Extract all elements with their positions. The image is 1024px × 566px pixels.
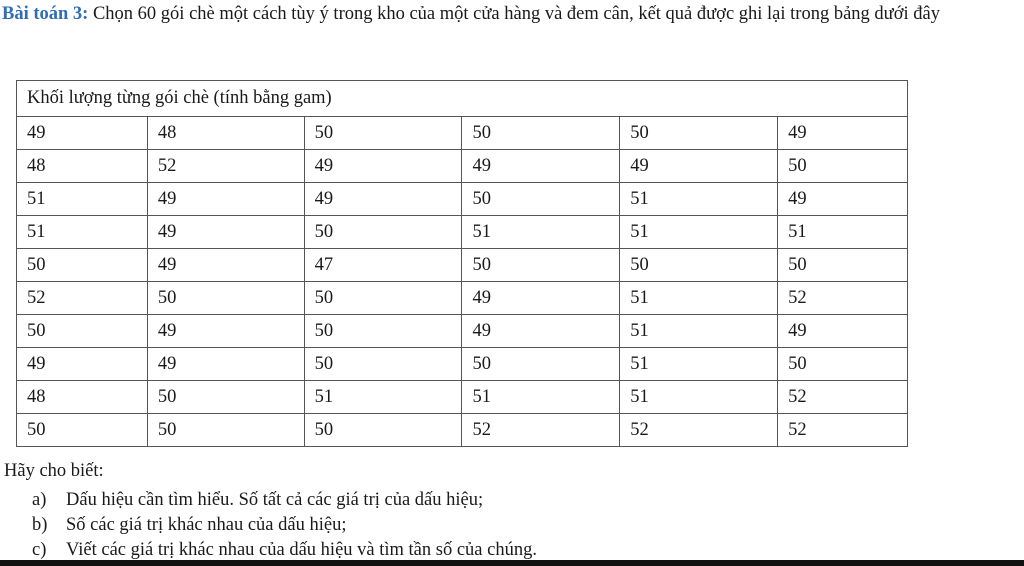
table-cell: 52 (778, 282, 908, 315)
table-cell: 50 (147, 282, 304, 315)
table-cell: 50 (304, 348, 462, 381)
table-cell: 51 (620, 216, 778, 249)
table-header-row (17, 81, 908, 117)
table-cell: 50 (17, 249, 148, 282)
table-cell: 49 (778, 183, 908, 216)
question-marker: c) (32, 540, 47, 560)
table-cell: 51 (620, 282, 778, 315)
question-list (32, 488, 537, 563)
question-text: Số các giá trị khác nhau của dấu hiệu; (66, 515, 347, 535)
table-row (17, 414, 908, 447)
table-cell: 50 (778, 249, 908, 282)
table-header: Khối lượng từng gói chè (tính bằng gam) (17, 81, 908, 117)
table-cell: 51 (620, 381, 778, 414)
table-cell: 48 (147, 117, 304, 150)
table-cell: 49 (778, 315, 908, 348)
table-cell: 50 (17, 414, 148, 447)
table-cell: 49 (147, 315, 304, 348)
table-cell: 50 (778, 348, 908, 381)
table-row (17, 249, 908, 282)
table-cell: 50 (304, 117, 462, 150)
table-cell: 48 (17, 150, 148, 183)
table-cell: 49 (304, 150, 462, 183)
question-text: Dấu hiệu cần tìm hiểu. Số tất cả các giá trị của dấu hiệu; (66, 490, 484, 510)
table-row (17, 117, 908, 150)
problem-text: Chọn 60 gói chè một cách tùy ý trong kho của một cửa hàng và đem cân, kết quả được ghi lại trong bảng dưới đây (88, 4, 940, 24)
table-cell: 52 (17, 282, 148, 315)
table-cell: 50 (17, 315, 148, 348)
table-cell: 52 (620, 414, 778, 447)
problem-label: Bài toán 3: (2, 4, 89, 24)
table-cell: 50 (147, 381, 304, 414)
table-cell: 52 (778, 381, 908, 414)
table-cell: 51 (17, 183, 148, 216)
table-cell: 51 (304, 381, 462, 414)
table-cell: 51 (778, 216, 908, 249)
bottom-border (0, 560, 1024, 566)
question-marker: a) (32, 490, 47, 510)
question-item (32, 513, 537, 538)
table-cell: 50 (620, 249, 778, 282)
table-row (17, 183, 908, 216)
table-row (17, 381, 908, 414)
table-cell: 49 (620, 150, 778, 183)
table-cell: 50 (462, 348, 620, 381)
table-cell: 49 (17, 117, 148, 150)
ask-text: Hãy cho biết: (4, 461, 104, 481)
table-cell: 49 (147, 348, 304, 381)
question-item (32, 488, 537, 513)
table-cell: 50 (304, 216, 462, 249)
table-cell: 47 (304, 249, 462, 282)
table-cell: 50 (147, 414, 304, 447)
table-cell: 49 (147, 183, 304, 216)
table-row (17, 315, 908, 348)
table-cell: 50 (462, 249, 620, 282)
table-cell: 49 (462, 315, 620, 348)
table-row (17, 150, 908, 183)
table-cell: 50 (304, 414, 462, 447)
table-row (17, 282, 908, 315)
table-cell: 50 (304, 315, 462, 348)
table-cell: 51 (620, 315, 778, 348)
table-cell: 50 (304, 282, 462, 315)
table-cell: 51 (462, 216, 620, 249)
table-cell: 50 (778, 150, 908, 183)
table-cell: 49 (462, 282, 620, 315)
table-cell: 49 (17, 348, 148, 381)
table-cell: 49 (147, 249, 304, 282)
table-row (17, 216, 908, 249)
table-cell: 49 (304, 183, 462, 216)
question-marker: b) (32, 515, 48, 535)
table-cell: 48 (17, 381, 148, 414)
table-cell: 52 (778, 414, 908, 447)
table-cell: 51 (620, 183, 778, 216)
table-cell: 50 (620, 117, 778, 150)
table-cell: 49 (147, 216, 304, 249)
table-cell: 49 (778, 117, 908, 150)
table-cell: 50 (462, 183, 620, 216)
table-cell: 50 (462, 117, 620, 150)
table-cell: 52 (462, 414, 620, 447)
table-cell: 51 (17, 216, 148, 249)
table-cell: 52 (147, 150, 304, 183)
tea-weight-table (16, 80, 908, 447)
table-cell: 51 (462, 381, 620, 414)
question-text: Viết các giá trị khác nhau của dấu hiệu và tìm tần số của chúng. (66, 540, 537, 560)
table-row (17, 348, 908, 381)
problem-statement (2, 2, 1020, 26)
table-cell: 51 (620, 348, 778, 381)
table-cell: 49 (462, 150, 620, 183)
